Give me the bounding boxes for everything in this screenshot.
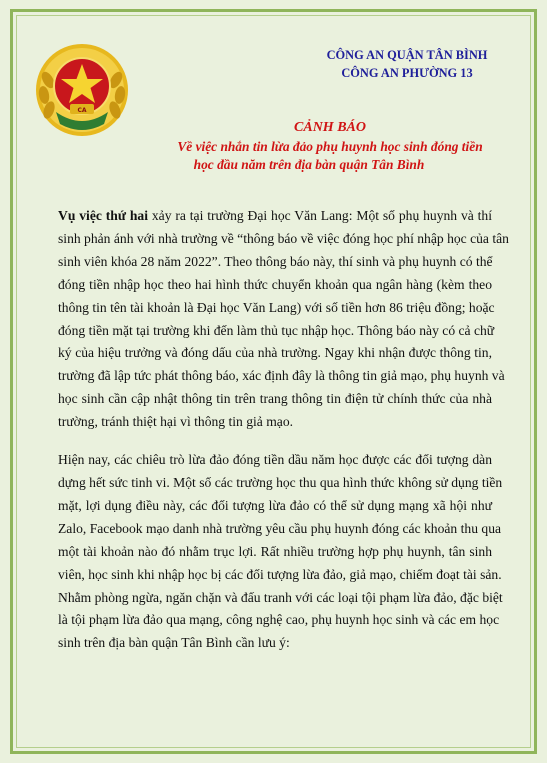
paragraph-line: sinh trên địa bàn quận Tân Bình cần lưu ý: bbox=[58, 635, 290, 651]
paragraph-line: là tội phạm lừa đảo qua mạng, công nghệ cao, phụ huynh học sinh và các em học bbox=[58, 612, 500, 628]
paragraph-line: dựng hết sức tinh vi. Một số các trường học thu qua hình thức không sử dụng tiền bbox=[58, 474, 503, 490]
paragraph-line: thông tin tên tài khoản là Đại học Văn Lang) với số tiền hơn 86 triệu đồng; hoặc bbox=[58, 299, 495, 315]
agency-header bbox=[312, 46, 502, 82]
document-body bbox=[58, 205, 509, 655]
agency-line-district: CÔNG AN QUẬN TÂN BÌNH bbox=[326, 48, 488, 62]
paragraph-line: sinh viên khóa 28 năm 2022”. Theo thông báo này, thí sinh và phụ huynh có thể bbox=[58, 253, 493, 269]
paragraph-line: ký của hiệu trưởng và đóng dấu của nhà trường. Ngay khi nhận được thông tin, bbox=[58, 345, 492, 361]
paragraph-line bbox=[58, 205, 492, 228]
paragraph-line: học sinh cần cập nhật thông tin trên trang thông tin điện tử chính thức của nhà bbox=[58, 391, 492, 407]
paragraph-line: Nhằm phòng ngừa, ngăn chặn và đấu tranh với các loại tội phạm lừa đảo, đặc biệt bbox=[58, 589, 503, 605]
warning-subtitle-line2: học đầu năm trên địa bàn quận Tân Bình bbox=[193, 157, 425, 172]
warning-title: CẢNH BÁO bbox=[294, 120, 366, 135]
paragraph-line: Zalo, Facebook mạo danh nhà trường yêu cầu phụ huynh đóng các khoản thu qua bbox=[58, 520, 502, 536]
warning-heading bbox=[150, 118, 510, 174]
paragraph-line: đóng tiền nhập học theo hai hình thức chuyển khoản qua ngân hàng (kèm theo bbox=[58, 276, 492, 292]
police-emblem-icon bbox=[32, 40, 132, 140]
svg-text:CA: CA bbox=[77, 107, 87, 114]
agency-line-ward: CÔNG AN PHƯỜNG 13 bbox=[341, 66, 473, 80]
paragraph-line-text: xảy ra tại trường Đại học Văn Lang: Một số phụ huynh và thí bbox=[148, 208, 492, 223]
paragraph-line: trường đã lập tức phát thông báo, xác định đây là thông tin giả mạo, phụ huynh và bbox=[58, 368, 505, 384]
paragraph-lead: Vụ việc thứ hai bbox=[58, 208, 148, 223]
paragraph-advice bbox=[58, 449, 503, 655]
paragraph-line: đóng tiền mặt tại trường khi đến làm thủ tục nhập học. Thông báo này có cả chữ bbox=[58, 322, 495, 338]
paragraph-incident bbox=[58, 205, 509, 434]
paragraph-line: mặt, lợi dụng điều này, các đối tượng lừa đảo có thể sử dụng mạng xã hội như bbox=[58, 497, 492, 513]
paragraph-line: Hiện nay, các chiêu trò lừa đảo đóng tiền dầu năm học được các đối tượng dàn bbox=[58, 452, 492, 468]
paragraph-line: một tài khoản nào đó nhằm trục lợi. Rất nhiều trường hợp phụ huynh, tân sinh bbox=[58, 543, 492, 559]
paragraph-line: viên, học sinh khi nhập học bị các đối tượng lừa đảo, giả mạo, chiếm đoạt tài sản. bbox=[58, 566, 502, 582]
paragraph-line: trường, tránh thiệt hại vì thông tin giả mạo. bbox=[58, 414, 294, 430]
paragraph-line: sinh phản ánh với nhà trường về “thông báo về việc đóng học phí nhập học của tân bbox=[58, 230, 509, 246]
warning-subtitle-line1: Về việc nhắn tin lừa đảo phụ huynh học sinh đóng tiền bbox=[177, 139, 483, 154]
